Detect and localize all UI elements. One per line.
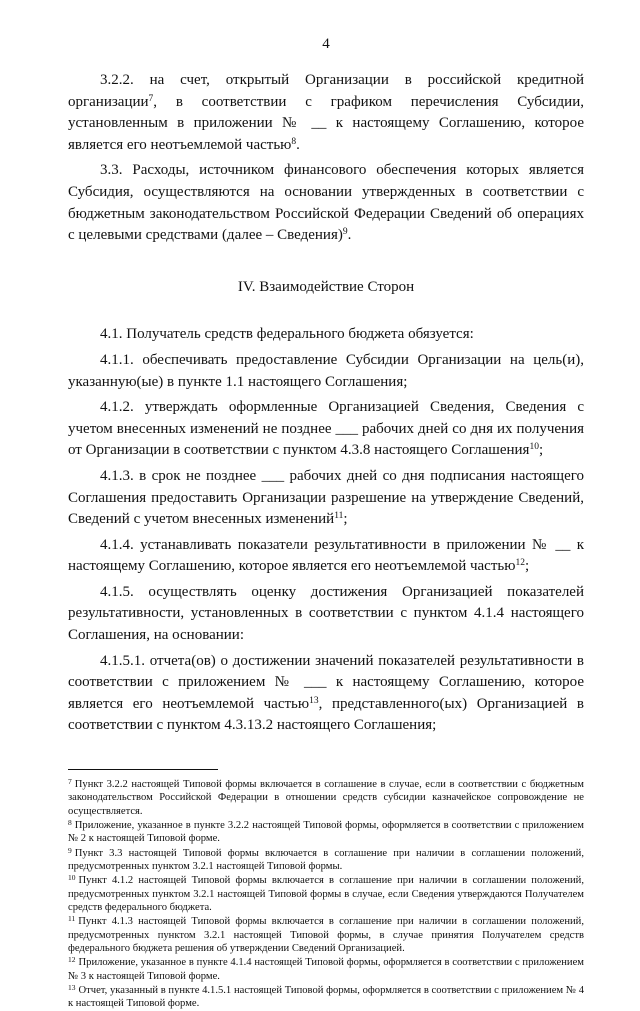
footnote-text: Пункт 3.2.2 настоящей Типовой формы включается в соглашение в случае, если в соответствии с бюджетным законодательством Российской Федерации в отношении средств субсидии казначейское сопровождение не осуществляется. [68, 779, 584, 817]
paragraph-text: 4.1. Получатель средств федерального бюджета обязуется: [100, 326, 474, 343]
paragraph-text: ; [524, 558, 530, 575]
paragraph-text: . [347, 227, 352, 244]
footnote [68, 956, 584, 983]
footnote [68, 984, 584, 1011]
paragraph-text: , в соответствии с графиком перечисления Субсидии, установленным в приложении № __ к настоящему Соглашению, которое является его неотъемлемой частью [68, 93, 584, 153]
footnote [68, 874, 584, 914]
paragraph [68, 70, 584, 156]
paragraphs-main [68, 324, 584, 737]
footnotes [68, 778, 584, 1011]
paragraph-text: ; [538, 442, 544, 459]
paragraph-text: 3.2.2. на счет, открытый Организации в российской кредитной организации [68, 72, 584, 110]
paragraph-text: 4.1.1. обеспечивать предоставление Субсидии Организации на цель(и), указанную(ые) в пункте 1.1 настоящего Соглашения; [68, 351, 584, 390]
footnote-ref: 11 [334, 511, 344, 522]
footnote-ref: 12 [515, 558, 525, 569]
footnote-ref: 13 [309, 695, 319, 706]
paragraph-text: 4.1.5.1. отчета(ов) о достижении значений показателей результативности в соответствии с приложением № ___ к настоящему Соглашению, которое является его неотъемлемой частью [68, 652, 584, 712]
footnote-number: 9 [68, 845, 72, 855]
footnote-ref: 7 [148, 93, 154, 104]
footnote [68, 915, 584, 955]
footnote-text: Пункт 4.1.2 настоящей Типовой формы включается в соглашение при наличии в соглашении положений, предусмотренных пунктом 3.2.1 настоящей Типовой формы в случае, если Сведения утверждаются Получателем средств федерального бюджета. [68, 875, 584, 914]
paragraph-text: 3.3. Расходы, источником финансового обеспечения которых является Субсидия, осуществляются на основании утвержденных в соответствии с бюджетным законодательством Российской Федерации Сведений об операциях с целевыми средствами (далее – Сведения) [68, 162, 584, 244]
paragraph [68, 582, 584, 647]
footnote-ref: 8 [291, 136, 297, 147]
footnote-number: 12 [68, 955, 76, 965]
footnote-ref: 9 [342, 227, 348, 238]
footnote-text: Приложение, указанное в пункте 4.1.4 настоящей Типовой формы, оформляется в соответствии с приложением № 3 к настоящей Типовой форме. [68, 957, 584, 982]
footnote-separator [68, 769, 218, 770]
footnote-text: Приложение, указанное в пункте 3.2.2 настоящей Типовой формы, оформляется в соответствии с приложением № 2 к настоящей Типовой форме. [68, 820, 584, 845]
paragraphs-top [68, 70, 584, 247]
footnote [68, 847, 584, 874]
paragraph-text: , представленного(ых) Организацией в соответствии с пунктом 4.3.13.2 настоящего Соглашения; [68, 695, 584, 734]
paragraph-text: 4.1.5. осуществлять оценку достижения Организацией показателей результативности, установленных в соответствии с пунктом 4.1.4 настоящего Соглашения, на основании: [68, 583, 584, 644]
footnote-number: 13 [68, 982, 76, 992]
paragraph [68, 350, 584, 393]
paragraph [68, 397, 584, 462]
paragraph [68, 324, 584, 346]
footnote [68, 819, 584, 846]
footnote-number: 10 [68, 873, 76, 883]
paragraph-text: ; [343, 511, 348, 528]
footnote-text: Пункт 4.1.3 настоящей Типовой формы включается в соглашение при наличии в соглашении положений, предусмотренных пунктом 3.2.1 настоящей Типовой формы, в случае принятия Получателем средств федерального бюджета решения об утверждении Сведений Организацией. [68, 916, 584, 955]
paragraph-text: 4.1.4. устанавливать показатели результативности в приложении № __ к настоящему Соглашению, которое является его неотъемлемой частью [68, 536, 584, 575]
paragraph [68, 535, 584, 578]
footnote [68, 778, 584, 818]
paragraph [68, 160, 584, 246]
paragraph-text: 4.1.3. в срок не позднее ___ рабочих дней со дня подписания настоящего Соглашения предоставить Организации разрешение на утверждение Сведений, Сведений с учетом внесенных изменений [68, 467, 584, 528]
footnote-text: Отчет, указанный в пункте 4.1.5.1 настоящей Типовой формы, оформляется в соответствии с приложением № 4 к настоящей Типовой форме. [68, 984, 584, 1010]
page-number: 4 [322, 36, 330, 52]
footnote-number: 11 [68, 914, 76, 924]
main-text [68, 70, 584, 737]
footnote-number: 8 [68, 818, 72, 828]
paragraph [68, 466, 584, 531]
footnote-text: Пункт 3.3 настоящей Типовой формы включается в соглашение при наличии в соглашении положений, предусмотренных пунктом 3.2.1 настоящей Типовой формы. [68, 847, 584, 873]
paragraph [68, 651, 584, 737]
paragraph-text: 4.1.2. утверждать оформленные Организацией Сведения, Сведения с учетом внесенных изменений не позднее ___ рабочих дней со дня их получения от Организации в соответствии с пунктом 4.3.8 настоящего Соглашения [68, 399, 584, 459]
paragraph-text: . [296, 136, 300, 153]
section-heading: IV. Взаимодействие Сторон [237, 278, 415, 295]
footnote-ref: 10 [529, 442, 539, 453]
footnote-number: 7 [68, 777, 72, 787]
